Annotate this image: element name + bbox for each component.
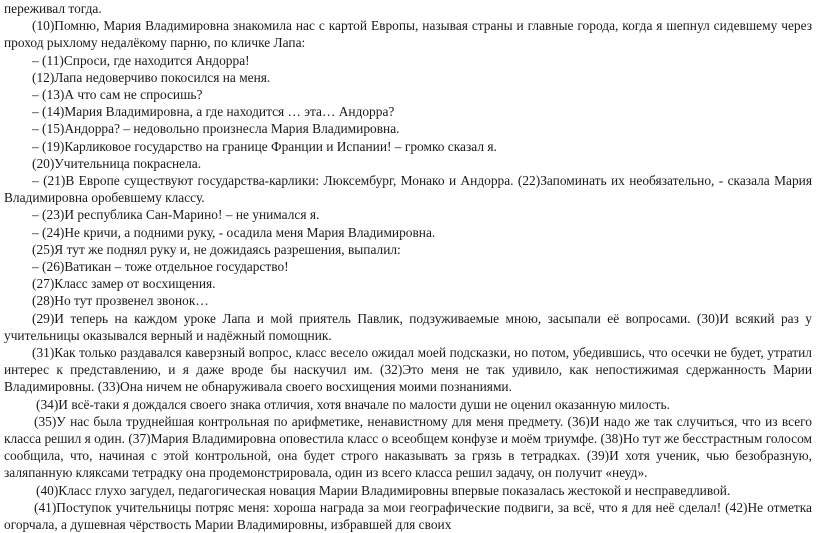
paragraph-11: – (11)Спроси, где находится Андорра! <box>32 52 250 68</box>
paragraph-29: (29)И теперь на каждом уроке Лапа и мой приятель Павлик, подзуживаемые мною, засыпали её вопросами. (30)И всякий раз у учительницы оказывался верный и надёжный помощник. <box>4 310 812 343</box>
paragraph-25: (25)Я тут же поднял руку и, не дожидаясь разрешения, выпалил: <box>32 241 401 257</box>
paragraph-13: – (13)А что сам не спросишь? <box>32 87 203 103</box>
paragraph-34: (34)И всё-таки я дождался своего знака отличия, хотя вначале по малости души не оценил оказанную милость. <box>36 396 670 412</box>
paragraph-14: – (14)Мария Владимировна, а где находится … эта… Андорра? <box>32 104 395 120</box>
paragraph-12: (12)Лапа недоверчиво покосился на меня. <box>32 69 271 85</box>
paragraph-28: (28)Но тут прозвенел звонок… <box>32 293 209 309</box>
paragraph-15: – (15)Андорра? – недовольно произнесла Мария Владимировна. <box>32 121 400 137</box>
document-text <box>4 0 812 533</box>
paragraph-35: (35)У нас была труднейшая контрольная по арифметике, ненавистному для меня предмету. (36)И надо же так случиться, что из всего класса решил я один. (37)Мария Владимировна оповестила класс о всеобщем конфузе и моём триумфе. (38)Но тут же бесстрастным голосом сообщила, что, начиная с этой контрольной, она будет строго наказывать за грязь в тетрадках. (39)И хотя ученик, чью безобразную, заляпанную кляксами тетрадку она продемонстрировала, один из всего класса решил задачу, он получит «неуд». <box>4 413 812 481</box>
paragraph-10: (10)Помню, Мария Владимировна знакомила нас с картой Европы, называя страны и главные города, когда я шепнул сидевшему через проход рыхлому недалёкому парню, по кличке Лапа: <box>4 18 812 51</box>
paragraph-19: – (19)Карликовое государство на границе Франции и Испании! – громко сказал я. <box>32 138 497 154</box>
paragraph-23: – (23)И республика Сан-Марино! – не унимался я. <box>32 207 320 223</box>
paragraph-21: – (21)В Европе существуют государства-карлики: Люксембург, Монако и Андорра. (22)Запоминать их необязательно, - сказала Мария Владимировна оробевшему классу. <box>4 173 812 206</box>
paragraph-24: – (24)Не кричи, а подними руку, - осадила меня Мария Владимировна. <box>32 224 436 240</box>
paragraph-0: переживал тогда. <box>4 1 102 16</box>
paragraph-40: (40)Класс глухо загудел, педагогическая новация Марии Владимировны впервые показалась жестокой и несправедливой. <box>36 482 731 498</box>
paragraph-27: (27)Класс замер от восхищения. <box>32 276 216 292</box>
paragraph-26: – (26)Ватикан – тоже отдельное государство! <box>32 259 289 275</box>
paragraph-20: (20)Учительница покраснела. <box>32 155 202 171</box>
paragraph-31: (31)Как только раздавался каверзный вопрос, класс весело ожидал моей подсказки, но потом, убедившись, что осечки не будет, утратил интерес к представлению, и я даже вроде бы наскучил им. (32)Это меня не так удивило, как непостижимая сдержанность Марии Владимировны. (33)Она ничем не обнаруживала своего восхищения моими познаниями. <box>4 345 812 395</box>
paragraph-41: (41)Поступок учительницы потряс меня: хороша награда за мои географические подвиги, за всё, что я для неё сделал! (42)Не отметка огорчала, а душевная чёрствость Марии Владимировны, избравшей для своих <box>4 499 812 533</box>
